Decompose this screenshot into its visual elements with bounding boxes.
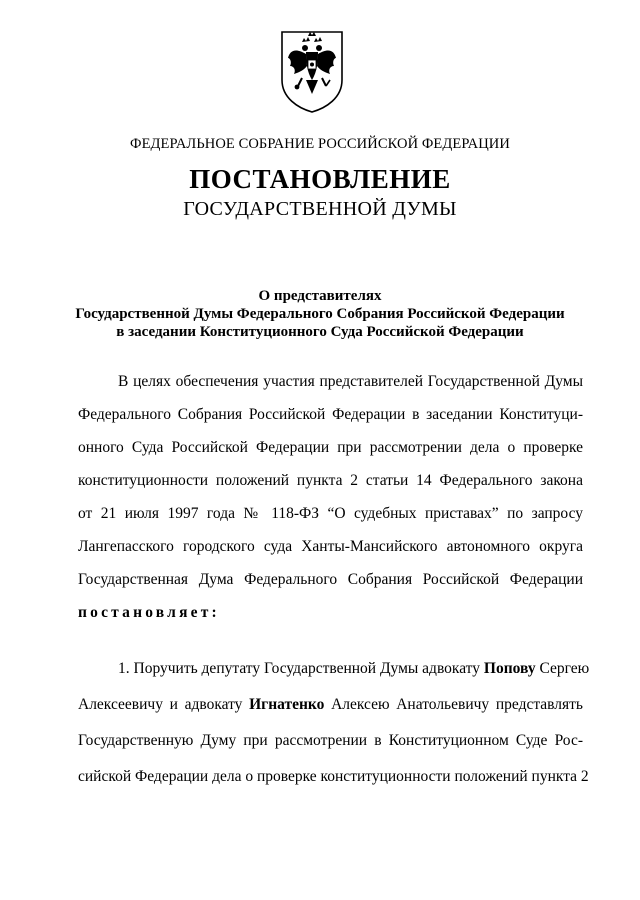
resolves-word: постановляет: bbox=[78, 604, 220, 621]
paragraph-line: конституционности положений пункта 2 статьи 14 Федерального закона bbox=[78, 472, 583, 489]
state-emblem-icon bbox=[276, 28, 348, 114]
paragraph-line: В целях обеспечения участия представителей Государственной Думы bbox=[118, 373, 583, 390]
paragraph-line: Алексеевичу и адвокату Игнатенко Алексею Анатольевичу представлять bbox=[78, 696, 583, 713]
person-name: Попову bbox=[483, 660, 536, 677]
paragraph-line: 1. Поручить депутату Государственной Думы адвокату Попову Сергею bbox=[118, 660, 590, 677]
subject-line: Государственной Думы Федерального Собрания Российской Федерации bbox=[75, 306, 565, 322]
paragraph-line: от 21 июля 1997 года № 118-ФЗ “О судебных приставах” по запросу bbox=[78, 505, 583, 522]
paragraph-line: сийской Федерации дела о проверке конституционности положений пункта 2 bbox=[78, 768, 589, 785]
paragraph-line: Лангепасского городского суда Ханты-Мансийского автономного округа bbox=[78, 538, 583, 555]
paragraph-line: Федерального Собрания Российской Федерации в заседании Конституци- bbox=[78, 406, 583, 423]
document-subject bbox=[0, 287, 640, 341]
document-type: ПОСТАНОВЛЕНИЕ bbox=[189, 164, 451, 194]
document-issuer: ГОСУДАРСТВЕННОЙ ДУМЫ bbox=[183, 198, 457, 220]
paragraph-line: Государственная Дума Федерального Собрания Российской Федерации bbox=[78, 571, 583, 588]
paragraph-line: Государственную Думу при рассмотрении в Конституционном Суде Рос- bbox=[78, 732, 583, 749]
subject-line: в заседании Конституционного Суда Российской Федерации bbox=[116, 324, 524, 340]
organization-name: ФЕДЕРАЛЬНОЕ СОБРАНИЕ РОССИЙСКОЙ ФЕДЕРАЦИИ bbox=[130, 136, 510, 152]
subject-line: О представителях bbox=[258, 288, 382, 304]
person-name: Игнатенко bbox=[249, 696, 325, 713]
paragraph-line: онного Суда Российской Федерации при рассмотрении дела о проверке bbox=[78, 439, 583, 456]
